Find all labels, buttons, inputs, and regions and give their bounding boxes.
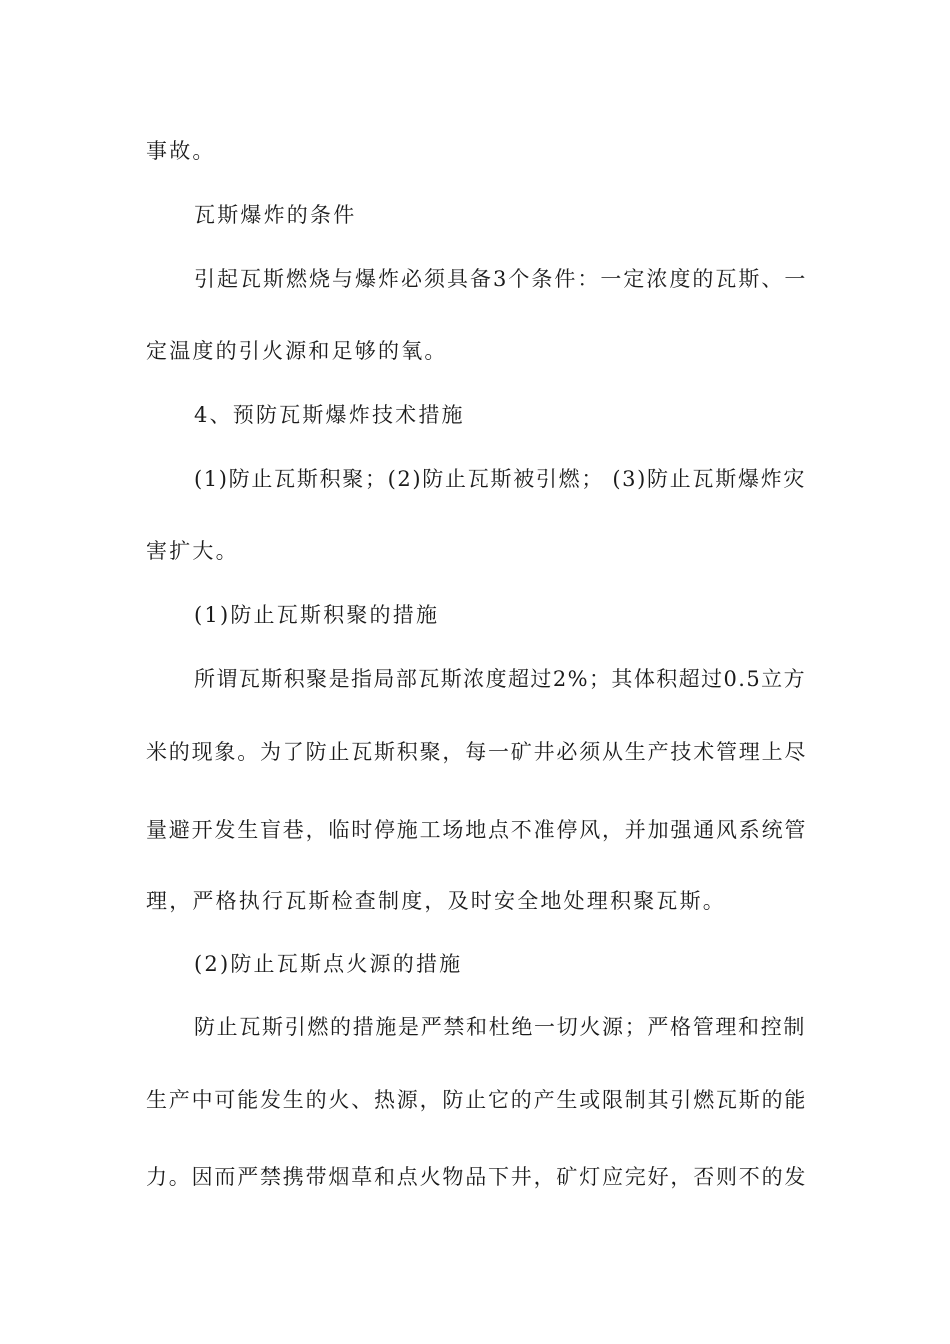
- paragraph-line: 理，严格执行瓦斯检查制度，及时安全地处理积聚瓦斯。: [146, 889, 726, 913]
- paragraph-line: 量避开发生盲巷，临时停施工场地点不准停风，并加强通风系统管: [146, 818, 808, 842]
- paragraph-line: 生产中可能发生的火、热源，防止它的产生或限制其引燃瓦斯的能: [146, 1088, 808, 1112]
- paragraph-line: 力。因而严禁携带烟草和点火物品下井，矿灯应完好，否则不的发: [146, 1165, 808, 1189]
- paragraph-line: 事故。: [146, 139, 216, 163]
- paragraph-line: 防止瓦斯引燃的措施是严禁和杜绝一切火源；严格管理和控制: [194, 1015, 806, 1039]
- paragraph-line: (1)防止瓦斯积聚；(2)防止瓦斯被引燃； (3)防止瓦斯爆炸灾: [194, 467, 806, 491]
- paragraph-line: 引起瓦斯燃烧与爆炸必须具备3个条件：一定浓度的瓦斯、一: [194, 267, 808, 291]
- section-heading: 4、预防瓦斯爆炸技术措施: [194, 403, 465, 427]
- paragraph-line: 所谓瓦斯积聚是指局部瓦斯浓度超过2%；其体积超过0.5立方: [194, 667, 806, 691]
- section-heading: (2)防止瓦斯点火源的措施: [194, 952, 463, 976]
- paragraph-line: 定温度的引火源和足够的氧。: [146, 339, 448, 363]
- section-heading: (1)防止瓦斯积聚的措施: [194, 603, 440, 627]
- section-heading: 瓦斯爆炸的条件: [194, 203, 357, 227]
- paragraph-line: 害扩大。: [146, 539, 239, 563]
- paragraph-line: 米的现象。为了防止瓦斯积聚，每一矿井必须从生产技术管理上尽: [146, 740, 808, 764]
